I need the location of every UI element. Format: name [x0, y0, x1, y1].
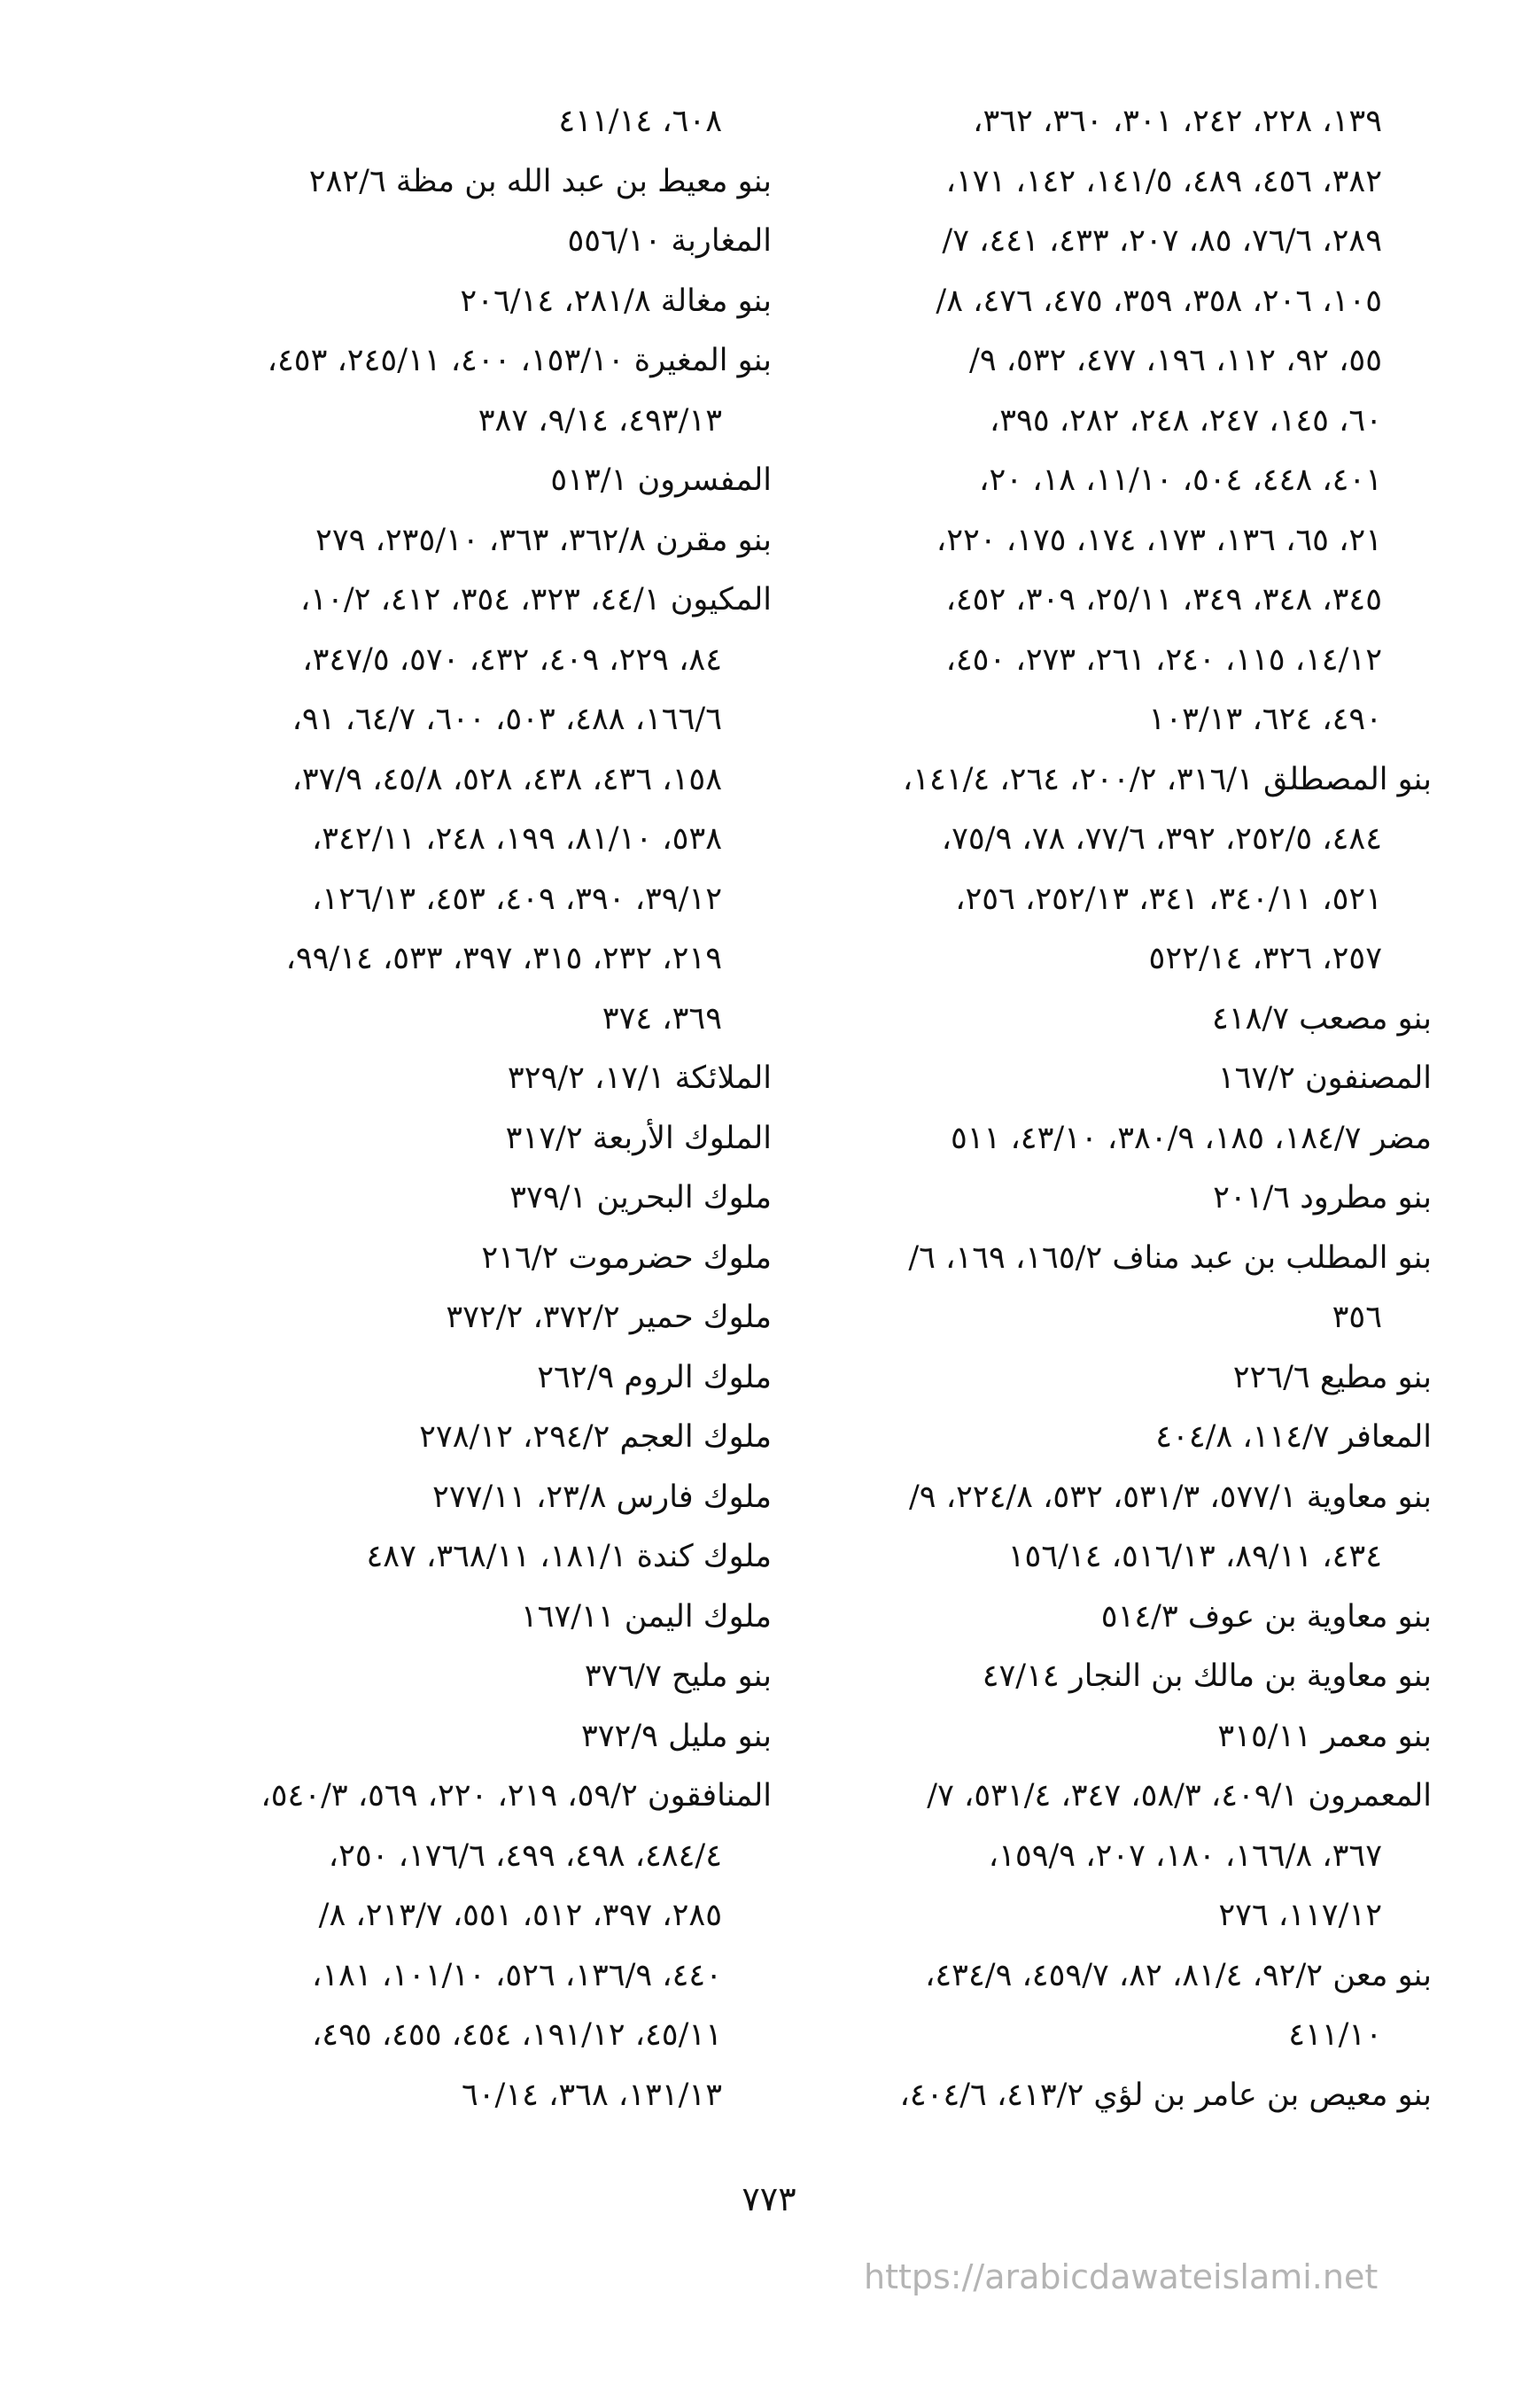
index-entry-continuation: ٣٦٩، ٣٧٤: [602, 1000, 722, 1037]
index-entry-continuation: ٥٣٨، ٨١/١٠، ١٩٩، ٢٤٨، ٣٤٢/١١،: [312, 821, 722, 857]
index-entry: المكيون ٤٤/١، ٣٢٣، ٣٥٤، ٤١٢، ١٠/٢،: [299, 582, 772, 618]
index-entry: ملوك حضرموت ٢١٦/٢: [481, 1239, 772, 1276]
index-entry-continuation: ١٣٩، ٢٢٨، ٢٤٢، ٣٠١، ٣٦٠، ٣٦٢،: [973, 104, 1382, 139]
index-entry-continuation: ٤٠١، ٤٤٨، ٥٠٤، ١١/١٠، ١٨، ٢٠،: [979, 462, 1382, 498]
index-entry-continuation: ٤٥/١١، ١٩١/١٢، ٤٥٤، ٤٥٥، ٤٩٥،: [312, 2017, 722, 2053]
index-entry: بنو المطلب بن عبد مناف ١٦٥/٢، ١٦٩، ٦/: [908, 1239, 1432, 1276]
index-entry-continuation: ٣٩/١٢، ٣٩٠، ٤٠٩، ٤٥٣، ١٢٦/١٣،: [312, 881, 722, 917]
index-entry: بنو معيص بن عامر بن لؤي ٤١٣/٢، ٤٠٤/٦،: [899, 2077, 1432, 2113]
index-entry: بنو معاوية بن مالك بن النجار ٤٧/١٤: [982, 1658, 1432, 1694]
index-entry-continuation: ١٥٨، ٤٣٦، ٤٣٨، ٥٢٨، ٤٥/٨، ٣٧/٩،: [291, 761, 722, 797]
index-entry-continuation: ١٦٦/٦، ٤٨٨، ٥٠٣، ٦٠٠، ٦٤/٧، ٩١،: [291, 702, 722, 737]
index-entry-continuation: ٤٩٠، ٦٢٤، ١٠٣/١٣: [1148, 702, 1382, 737]
index-entry: بنو مطرود ٢٠١/٦: [1213, 1180, 1432, 1216]
index-entry-continuation: ٢١، ٦٥، ١٣٦، ١٧٣، ١٧٤، ١٧٥، ٢٢٠،: [936, 522, 1382, 558]
index-entry: ملوك العجم ٢٩٤/٢، ٢٧٨/١٢: [419, 1419, 772, 1455]
index-entry-continuation: ٥٥، ٩٢، ١١٢، ١٩٦، ٤٧٧، ٥٣٢، ٩/: [969, 343, 1382, 378]
index-entry: بنو مغالة ٢٨١/٨، ٢٠٦/١٤: [460, 283, 772, 319]
index-entry-continuation: ٤٩٣/١٣، ٩/١٤، ٣٨٧: [478, 402, 722, 439]
index-entry: بنو المغيرة ١٥٣/١٠، ٤٠٠، ٢٤٥/١١، ٤٥٣،: [267, 343, 772, 378]
index-entry: بنو مليل ٣٧٢/٩: [580, 1718, 772, 1754]
index-entry-continuation: ٤١١/١٠: [1288, 2017, 1382, 2053]
index-entry-continuation: ٥٢١، ٣٤٠/١١، ٣٤١، ٢٥٢/١٣، ٢٥٦،: [955, 881, 1382, 917]
index-entry-continuation: ٢٨٩، ٧٦/٦، ٨٥، ٢٠٧، ٤٣٣، ٤٤١، ٧/: [942, 223, 1382, 259]
index-entry-continuation: ٦٠، ١٤٥، ٢٤٧، ٢٤٨، ٢٨٢، ٣٩٥،: [989, 402, 1382, 439]
index-entry: ملوك اليمن ١٦٧/١١: [520, 1598, 772, 1635]
index-entry-continuation: ٣٤٥، ٣٤٨، ٣٤٩، ٢٥/١١، ٣٠٩، ٤٥٢،: [945, 582, 1382, 618]
index-entry-continuation: ٢١٩، ٢٣٢، ٣١٥، ٣٩٧، ٥٣٣، ٩٩/١٤،: [285, 941, 722, 976]
index-entry-continuation: ٤٣٤، ٨٩/١١، ٥١٦/١٣، ١٥٦/١٤: [1007, 1539, 1382, 1574]
index-entry-continuation: ١١٧/١٢، ٢٧٦: [1218, 1898, 1382, 1933]
index-entry: بنو معاوية بن عوف ٥١٤/٣: [1100, 1598, 1432, 1635]
index-entry-continuation: ١٣١/١٣، ٣٦٨، ٦٠/١٤: [461, 2077, 722, 2113]
index-entry-continuation: ٤٤٠، ١٣٦/٩، ٥٢٦، ١٠١/١٠، ١٨١،: [312, 1957, 722, 1993]
index-entry-continuation: ٨٤، ٢٢٩، ٤٠٩، ٤٣٢، ٥٧٠، ٣٤٧/٥،: [302, 641, 722, 678]
index-entry-continuation: ١٤/١٢، ١١٥، ٢٤٠، ٢٦١، ٢٧٣، ٤٥٠،: [945, 641, 1382, 678]
index-entry: بنو معيط بن عبد الله بن مظة ٢٨٢/٦: [308, 163, 772, 199]
index-entry: بنو معن ٩٢/٢، ٨١/٤، ٨٢، ٤٥٩/٧، ٤٣٤/٩،: [925, 1957, 1432, 1993]
index-entry: ملوك البحرين ٣٧٩/١: [509, 1180, 772, 1216]
index-entry: المعمرون ٤٠٩/١، ٥٨/٣، ٣٤٧، ٥٣١/٤، ٧/: [927, 1778, 1432, 1814]
index-entry-continuation: ٣٨٢، ٤٥٦، ٤٨٩، ١٤١/٥، ١٤٢، ١٧١،: [945, 163, 1382, 199]
index-entry: بنو المصطلق ٣١٦/١، ٢٠٠/٢، ٢٦٤، ١٤١/٤،: [902, 761, 1432, 797]
index-entry-continuation: ٢٥٧، ٣٢٦، ٥٢٢/١٤: [1148, 941, 1382, 976]
page-number: ٧٧٣: [742, 2179, 796, 2218]
index-entry-continuation: ٤٨٤/٤، ٤٩٨، ٤٩٩، ١٧٦/٦، ٢٥٠،: [328, 1837, 722, 1874]
index-column-left: [134, 92, 772, 2125]
index-entry: مضر ١٨٤/٧، ١٨٥، ٣٨٠/٩، ٤٣/١٠، ٥١١: [950, 1120, 1432, 1156]
index-entry: بنو مقرن ٣٦٢/٨، ٣٦٣، ٢٣٥/١٠، ٢٧٩: [315, 522, 772, 558]
index-entry: ملوك كندة ١٨١/١، ٣٦٨/١١، ٤٨٧: [366, 1539, 772, 1574]
index-entry-continuation: ٢٨٥، ٣٩٧، ٥١٢، ٥٥١، ٢١٣/٧، ٨/: [318, 1898, 722, 1933]
index-column-right: [794, 92, 1432, 2125]
index-entry: المفسرون ٥١٣/١: [550, 462, 772, 498]
index-entry: المنافقون ٥٩/٢، ٢١٩، ٢٢٠، ٥٦٩، ٥٤٠/٣،: [260, 1778, 772, 1814]
index-entry: ملوك الروم ٢٦٢/٩: [537, 1359, 772, 1395]
index-entry-continuation: ٣٦٧، ١٦٦/٨، ١٨٠، ٢٠٧، ١٥٩/٩،: [988, 1837, 1382, 1874]
index-entry: بنو معاوية ٥٧٧/١، ٥٣١/٣، ٥٣٢، ٢٢٤/٨، ٩/: [908, 1479, 1432, 1515]
index-entry-continuation: ٣٥٦: [1332, 1300, 1382, 1335]
index-entry: بنو مطيع ٢٢٦/٦: [1232, 1359, 1432, 1395]
index-entry-continuation: ٤٨٤، ٢٥٢/٥، ٣٩٢، ٧٧/٦، ٧٨، ٧٥/٩،: [941, 821, 1382, 857]
index-entry: بنو مليح ٣٧٦/٧: [584, 1658, 772, 1694]
index-entry: بنو معمر ٣١٥/١١: [1217, 1718, 1432, 1754]
index-entry: المعافر ١١٤/٧، ٤٠٤/٨: [1155, 1419, 1432, 1455]
index-entry: الملوك الأربعة ٣١٧/٢: [505, 1120, 772, 1156]
index-entry-continuation: ١٠٥، ٢٠٦، ٣٥٨، ٣٥٩، ٤٧٥، ٤٧٦، ٨/: [936, 283, 1382, 319]
index-entry: ملوك فارس ٢٣/٨، ٢٧٧/١١: [432, 1479, 772, 1515]
index-entry: ملوك حمير ٣٧٢/٢، ٣٧٢/٢: [446, 1300, 772, 1335]
index-entry: بنو مصعب ٤١٨/٧: [1212, 1000, 1432, 1037]
index-entry: الملائكة ١٧/١، ٣٢٩/٢: [507, 1060, 772, 1096]
index-entry: المصنفون ١٦٧/٢: [1217, 1060, 1432, 1096]
watermark-url: https://arabicdawateislami.net: [864, 2257, 1379, 2296]
index-entry: المغاربة ٥٥٦/١٠: [567, 223, 772, 259]
index-entry-continuation: ٦٠٨، ٤١١/١٤: [558, 104, 722, 139]
